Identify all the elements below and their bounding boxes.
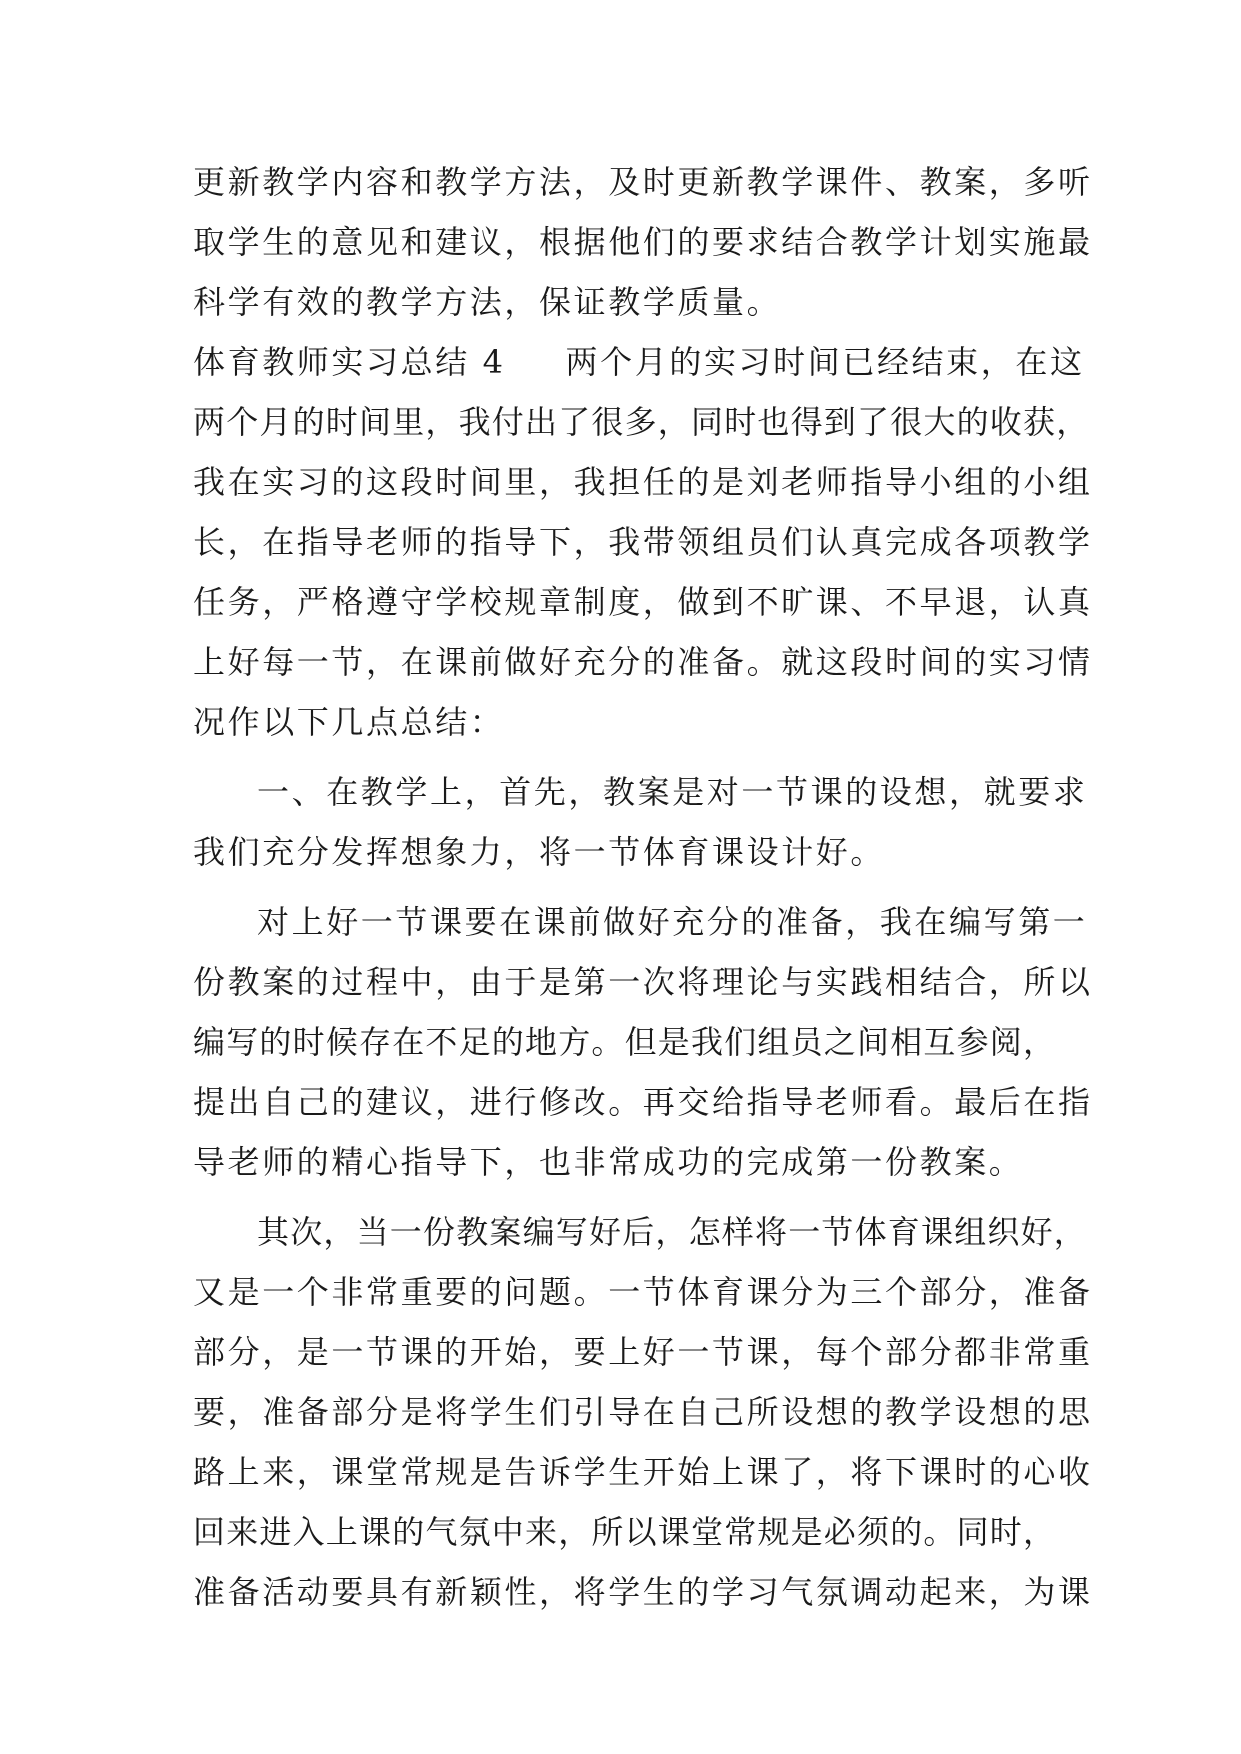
text-line: 回来进入上课的气氛中来，所以课堂常规是必须的。同时， [193, 1513, 1057, 1551]
text-line: 份教案的过程中，由于是第一次将理论与实践相结合，所以 [193, 963, 1093, 1001]
text-line: 取学生的意见和建议，根据他们的要求结合教学计划实施最 [193, 223, 1093, 261]
document-body [193, 152, 1093, 1622]
paragraph [193, 1202, 1093, 1622]
text-line: 一、在教学上，首先，教案是对一节课的设想，就要求 [257, 773, 1088, 811]
text-line: 对上好一节课要在课前做好充分的准备，我在编写第一 [257, 903, 1088, 941]
paragraph [193, 332, 1093, 752]
text-line: 提出自己的建议，进行修改。再交给指导老师看。最后在指 [193, 1083, 1093, 1121]
text-line [193, 332, 1085, 392]
text-line: 部分，是一节课的开始，要上好一节课，每个部分都非常重 [193, 1333, 1093, 1371]
text-line: 两个月的时间里，我付出了很多，同时也得到了很大的收获， [193, 403, 1090, 441]
text-line: 我在实习的这段时间里，我担任的是刘老师指导小组的小组 [193, 463, 1093, 501]
heading-line-text: 两个月的实习时间已经结束，在这 [565, 343, 1085, 381]
text-line: 更新教学内容和教学方法，及时更新教学课件、教案，多听 [193, 163, 1093, 201]
section-heading: 体育教师实习总结 4 [193, 343, 506, 381]
text-line: 长，在指导老师的指导下，我带领组员们认真完成各项教学 [193, 523, 1093, 561]
text-line: 科学有效的教学方法，保证教学质量。 [193, 283, 782, 321]
paragraph [193, 892, 1093, 1192]
text-line: 上好每一节，在课前做好充分的准备。就这段时间的实习情 [193, 643, 1093, 681]
text-line: 导老师的精心指导下，也非常成功的完成第一份教案。 [193, 1143, 1024, 1181]
text-line: 要，准备部分是将学生们引导在自己所设想的教学设想的思 [193, 1393, 1093, 1431]
paragraph [193, 762, 1088, 882]
text-line: 任务，严格遵守学校规章制度，做到不旷课、不早退，认真 [193, 583, 1093, 621]
text-line: 其次，当一份教案编写好后，怎样将一节体育课组织好， [257, 1213, 1088, 1251]
text-line: 我们充分发挥想象力，将一节体育课设计好。 [193, 833, 886, 871]
paragraph [193, 152, 1093, 332]
text-line: 编写的时候存在不足的地方。但是我们组员之间相互参阅， [193, 1023, 1057, 1061]
text-line: 又是一个非常重要的问题。一节体育课分为三个部分，准备 [193, 1273, 1093, 1311]
text-line: 路上来，课堂常规是告诉学生开始上课了，将下课时的心收 [193, 1453, 1093, 1491]
text-line: 准备活动要具有新颖性，将学生的学习气氛调动起来，为课 [193, 1573, 1093, 1611]
text-line: 况作以下几点总结： [193, 703, 505, 741]
